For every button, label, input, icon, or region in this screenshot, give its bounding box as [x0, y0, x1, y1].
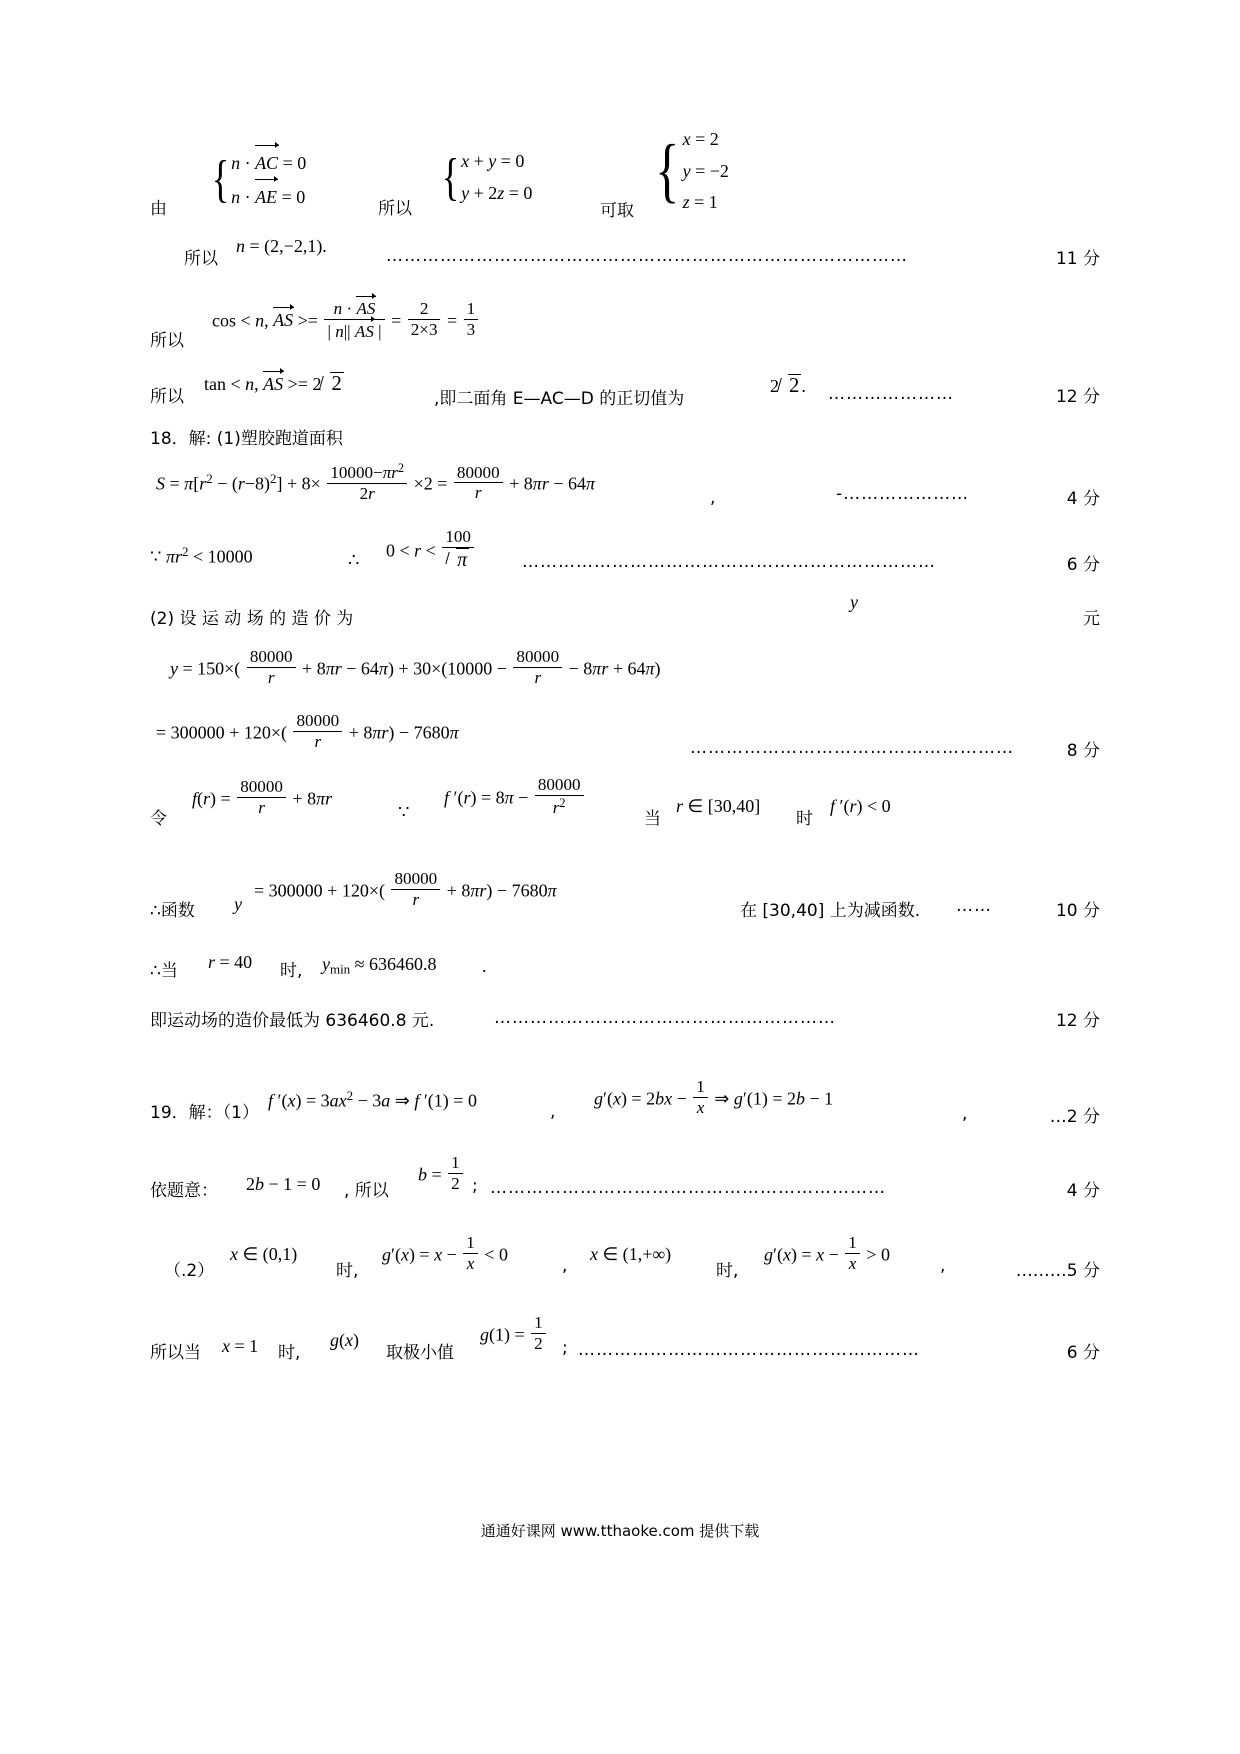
equation-n-dot-ac: n · AC = 0: [231, 146, 306, 180]
label-shi-5: 时,: [278, 1343, 301, 1363]
q18-conclusion-row: [150, 996, 1100, 1048]
cost-expression-simplified: = 300000 + 120×( $\frac{80000}{r}$ + 8πr) − 7680π: [156, 711, 459, 752]
domain-0-1: x ∈ (0,1): [230, 1244, 298, 1264]
brace-icon: {: [211, 149, 230, 208]
document-content: [150, 120, 1100, 1382]
label-suoyi-1: 所以: [378, 199, 412, 219]
b-value: b = $\frac{1}{2}$: [418, 1156, 465, 1196]
area-expression: $S = \pi[r^2 - (r-8)^2] + 8\times$ $\frac{10000-\pi r^2}{2r}$ ×2 = $\frac{80000}{r}$ + 8πr − 64π: [156, 461, 596, 504]
dots-score-5: ………5 分: [1015, 1261, 1100, 1281]
label-suoyi-4: 所以: [150, 387, 184, 407]
label-suoyi-5: , 所以: [344, 1181, 389, 1201]
min-value-label: 取极小值: [386, 1343, 454, 1363]
q18-area-row: [150, 452, 1100, 522]
label-shi-1: 时: [796, 809, 813, 829]
comma-4: ,: [940, 1256, 946, 1276]
score-10: 10 分: [1055, 901, 1100, 921]
cost-expression: y = 150×( $\frac{80000}{r}$ + 8πr − 64π) + 30×(10000 − $\frac{80000}{r}$ − 8πr + 64π): [170, 647, 661, 688]
score-6: 6 分: [1066, 555, 1100, 575]
range-expression: 0 < r < $\frac{100}{\pi}$: [386, 530, 476, 574]
score-6b: 6 分: [1066, 1343, 1100, 1363]
equation-n-dot-ae: n · AE = 0: [231, 180, 306, 214]
q18-y-expr2-row: [150, 704, 1100, 770]
dots-12a: …………………: [828, 384, 954, 404]
q18-derivative-row: [150, 770, 1100, 856]
f-definition: f(r) = $\frac{80000}{r}$ + 8πr: [192, 777, 333, 818]
label-suoyi-3: 所以: [150, 331, 184, 351]
q19-minimum-row: [150, 1302, 1100, 1382]
q18-range-row: [150, 522, 1100, 588]
label-ling: 令: [150, 809, 167, 829]
therefore-icon: ∴: [348, 550, 360, 570]
cost-variable: y: [850, 592, 858, 612]
because-icon-2: ∵: [398, 802, 410, 822]
q18-heading-row: [150, 418, 1100, 452]
cos-expression: cos < n, AS >= $\frac{n \cdot AS}{| n|| AS |}$ = $\frac{2}{2\times 3}$ = $\frac{1}{3}$: [212, 300, 480, 344]
cost-unit: 元: [1083, 609, 1100, 629]
dots-12b: …………………………………………………: [494, 1008, 836, 1028]
q19-heading-row: [150, 1070, 1100, 1146]
g-prime-negative: g′(x) = x − $\frac{1}{x}$ < 0: [382, 1233, 508, 1274]
f-prime-definition: f ′(r) = 8π − $\frac{80000}{r^2}$: [444, 778, 586, 820]
score-12b: 12 分: [1055, 1011, 1100, 1031]
normal-vector-value: n = (2,−2,1).: [236, 236, 327, 256]
q19-part2-label: （.2）: [164, 1261, 215, 1281]
q19-b-value-row: [150, 1146, 1100, 1222]
semicolon-2: ;: [562, 1338, 568, 1358]
system-linear-equations: [438, 146, 532, 209]
label-yiti: 依题意：: [150, 1181, 218, 1201]
r-equals-40: r = 40: [208, 952, 253, 972]
q18-y-expr-row: [150, 640, 1100, 704]
page-footer: 通通好课网 www.tthaoke.com 提供下载: [480, 1522, 760, 1540]
dots-11: ……………………………………………………………………………: [386, 246, 908, 266]
label-by: 由: [150, 199, 167, 219]
label-keti: 可取: [600, 201, 634, 221]
score-4: 4 分: [1066, 489, 1100, 509]
label-suoyi-2: 所以: [184, 249, 218, 269]
f-prime-negative: f ′(r) < 0: [830, 796, 891, 816]
therefore-function-label: ∴函数: [150, 901, 195, 921]
comma-1: ,: [550, 1102, 556, 1122]
brace-icon: {: [655, 130, 680, 211]
comma-after-area: ,: [710, 488, 716, 508]
tan-value: 2 2 .: [770, 375, 806, 397]
q19-part2-row: [150, 1222, 1100, 1302]
solution-z: z = 1: [682, 192, 718, 212]
comma-2: ,: [962, 1104, 968, 1124]
dots-8: ………………………………………………: [690, 738, 1014, 758]
q18-min-row: [150, 936, 1100, 996]
dots-score-2: …2 分: [1049, 1107, 1100, 1127]
q18-part2-text: (2) 设 运 动 场 的 造 价 为: [150, 609, 354, 629]
q18-heading: 18．解: (1)塑胶跑道面积: [150, 429, 343, 449]
q18-conclusion: 即运动场的造价最低为 636460.8 元.: [150, 1011, 435, 1031]
q17-cos-row: [150, 282, 1100, 360]
label-dang: 当: [644, 809, 661, 829]
q17-systems-row: [150, 120, 1100, 236]
interval-30-40: r ∈ [30,40]: [676, 796, 761, 816]
g-of-x: g(x): [330, 1330, 359, 1350]
dots-10: ……: [956, 896, 992, 916]
g-prime-expression: g′(x) = 2bx − $\frac{1}{x}$ ⇒ g′(1) = 2b − 1: [594, 1077, 834, 1118]
semicolon-1: ;: [472, 1176, 478, 1196]
q19-heading: 19．解：（1）: [150, 1103, 259, 1123]
q17-n-result-row: [150, 236, 1100, 282]
score-8: 8 分: [1066, 741, 1100, 761]
period-after-ymin: .: [482, 956, 487, 976]
dots-6b: …………………………………………………: [578, 1340, 920, 1360]
g-prime-positive: g′(x) = x − $\frac{1}{x}$ > 0: [764, 1233, 890, 1274]
equation-y-plus-2z: y + 2z = 0: [461, 182, 533, 203]
solution-y: y = −2: [682, 160, 729, 181]
label-suoyi-dang: 所以当: [150, 1343, 201, 1363]
score-11: 11 分: [1055, 249, 1100, 269]
comma-3: ,: [562, 1256, 568, 1276]
q18-monotonic-row: [150, 856, 1100, 936]
dots-4: -…………………: [836, 484, 970, 504]
because-icon: ∵: [150, 546, 162, 567]
tan-expression: tan < n, AS >= 2 2: [204, 373, 342, 395]
score-12a: 12 分: [1055, 387, 1100, 407]
score-4b: 4 分: [1066, 1181, 1100, 1201]
tan-middle-text: ,即二面角 E—AC—D 的正切值为: [434, 389, 685, 409]
label-shi-4: 时,: [716, 1261, 739, 1281]
label-shi-3: 时,: [336, 1261, 359, 1281]
inequality-area: ∵ $\pi r^2 < 10000$: [150, 544, 253, 567]
y-min-value: $y_{min} \approx 636460.8$: [322, 954, 437, 977]
dots-6: ……………………………………………………………: [522, 552, 936, 572]
system-solution: [650, 124, 729, 219]
solution-x: x = 2: [682, 129, 719, 149]
q17-tan-row: [150, 360, 1100, 418]
x-equals-1: x = 1: [222, 1336, 259, 1356]
condition-2b-1: 2b − 1 = 0: [246, 1174, 321, 1194]
equation-x-plus-y: x + y = 0: [461, 151, 525, 171]
monotonic-statement: 在 [30,40] 上为减函数.: [740, 901, 921, 921]
f-prime-expression: f $'(x) = 3ax^2 - 3a$ ⇒ f ′(1) = 0: [268, 1088, 477, 1111]
therefore-when-label: ∴当: [150, 961, 178, 981]
domain-1-inf: x ∈ (1,+∞): [590, 1244, 672, 1264]
dots-4b: …………………………………………………………: [490, 1178, 886, 1198]
g-1-value: g(1) = $\frac{1}{2}$: [480, 1316, 548, 1356]
y-full-expression: = 300000 + 120×( $\frac{80000}{r}$ + 8πr) − 7680π: [254, 869, 557, 910]
q18-part2-row: [150, 588, 1100, 640]
y-symbol: y: [234, 894, 242, 914]
brace-icon: {: [441, 147, 460, 206]
system-normal-vector: [208, 146, 306, 213]
label-shi-2: 时,: [280, 961, 303, 981]
